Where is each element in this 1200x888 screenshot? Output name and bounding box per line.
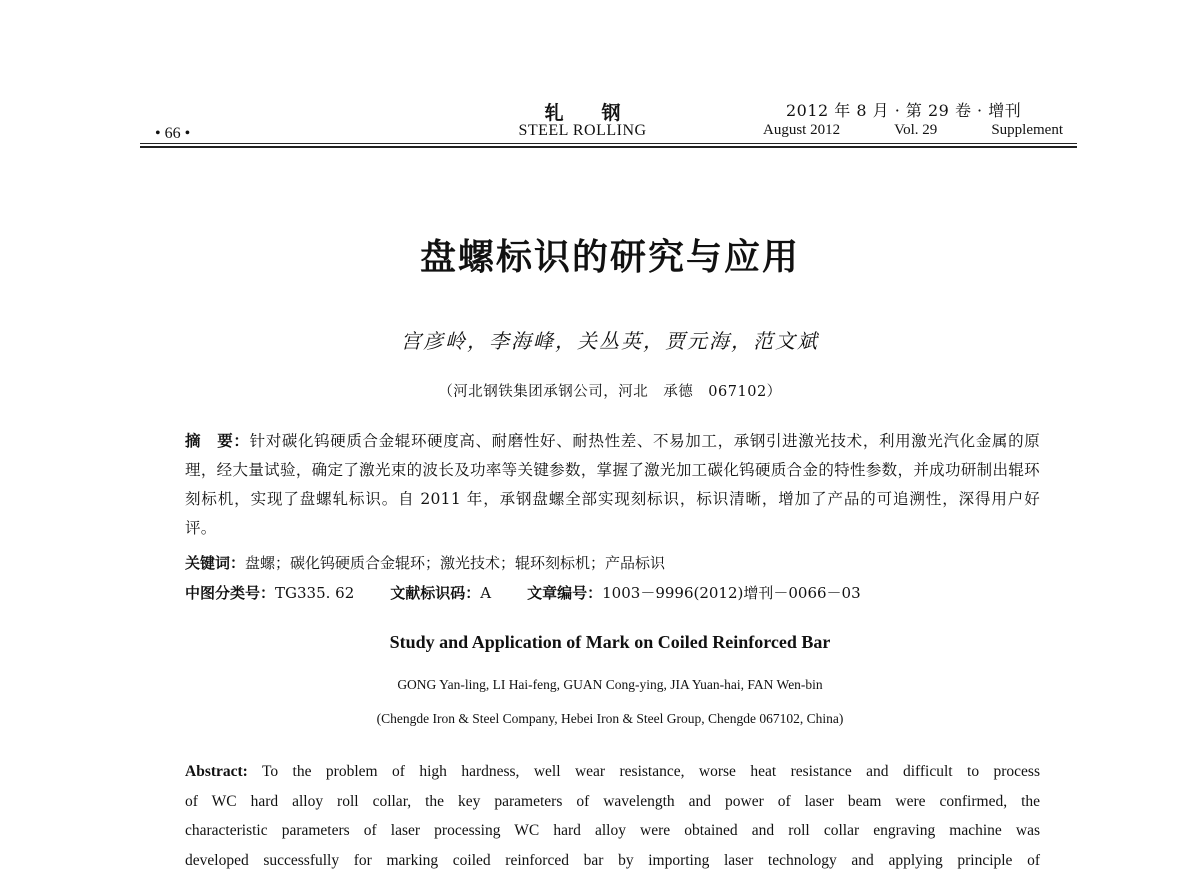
issue-info-en (763, 122, 1063, 139)
page-number: • 66 • (155, 125, 191, 142)
issue-supplement: Supplement (991, 122, 1063, 138)
header-rule-thin (140, 143, 1077, 144)
abstract-en-line (185, 757, 1040, 787)
abstract-en-line: characteristic parameters of laser processing WC hard alloy were obtained and roll collar engraving machine was (185, 822, 1040, 839)
article-title-cn: 盘螺标识的研究与应用 (419, 237, 800, 278)
article-title-en: Study and Application of Mark on Coiled Reinforced Bar (389, 632, 831, 652)
affiliation-cn: （河北钢铁集团承钢公司，河北 承德 067102） (438, 384, 782, 400)
abstract-cn (185, 427, 1040, 543)
keywords-label: 关键词： (185, 554, 246, 572)
affiliation-en: (Chengde Iron & Steel Company, Hebei Iron & Steel Group, Chengde 067102, China) (376, 711, 844, 726)
authors-en: GONG Yan-ling, LI Hai-feng, GUAN Cong-ying, JIA Yuan-hai, FAN Wen-bin (397, 677, 823, 692)
classification-line (185, 582, 861, 603)
header-rule-thick (140, 146, 1077, 148)
abstract-en-text: To the problem of high hardness, well wear resistance, worse heat resistance and difficult to process (262, 763, 1040, 780)
clc-value: TG335. 62 (275, 584, 355, 602)
abstract-cn-text: 针对碳化钨硬质合金辊环硬度高、耐磨性好、耐热性差、不易加工，承钢引进激光技术，利用激光汽化金属的原理，经大量试验，确定了激光束的波长及功率等关键参数，掌握了激光加工碳化钨硬质合金的特性参数，并成功研制出辊环刻标机，实现了盘螺轧标识。自 2011 年，承钢盘螺全部实现刻标识，标识清晰，增加了产品的可追溯性，深得用户好评。 (185, 432, 1041, 537)
article-no-value: 1003－9996(2012)增刊－0066－03 (602, 584, 861, 602)
abstract-en (185, 757, 1040, 875)
abstract-cn-label: 摘 要： (185, 432, 250, 450)
doc-code-label: 文献标识码： (390, 584, 481, 602)
issue-month: August 2012 (763, 122, 841, 138)
issue-info-cn: 2012 年 8 月 · 第 29 卷 · 增刊 (786, 101, 1022, 120)
abstract-en-line: developed successfully for marking coiled reinforced bar by importing laser technology and applying principle of (185, 851, 1040, 869)
keywords-text: 盘螺；碳化钨硬质合金辊环；激光技术；辊环刻标机；产品标识 (245, 554, 666, 572)
doc-code-value: A (480, 584, 492, 602)
journal-title-cn: 轧钢 (544, 102, 659, 124)
abstract-en-label: Abstract: (185, 763, 248, 780)
authors-cn: 宫彦岭，李海峰，关丛英，贾元海，范文斌 (401, 329, 819, 353)
issue-volume: Vol. 29 (894, 122, 938, 138)
article-no-label: 文章编号： (527, 584, 603, 602)
clc-label: 中图分类号： (185, 584, 276, 602)
journal-title-en: STEEL ROLLING (518, 122, 647, 139)
abstract-en-line: of WC hard alloy roll collar, the key parameters of wavelength and power of laser beam were confirmed, the (185, 792, 1040, 810)
keywords-line (185, 552, 665, 573)
